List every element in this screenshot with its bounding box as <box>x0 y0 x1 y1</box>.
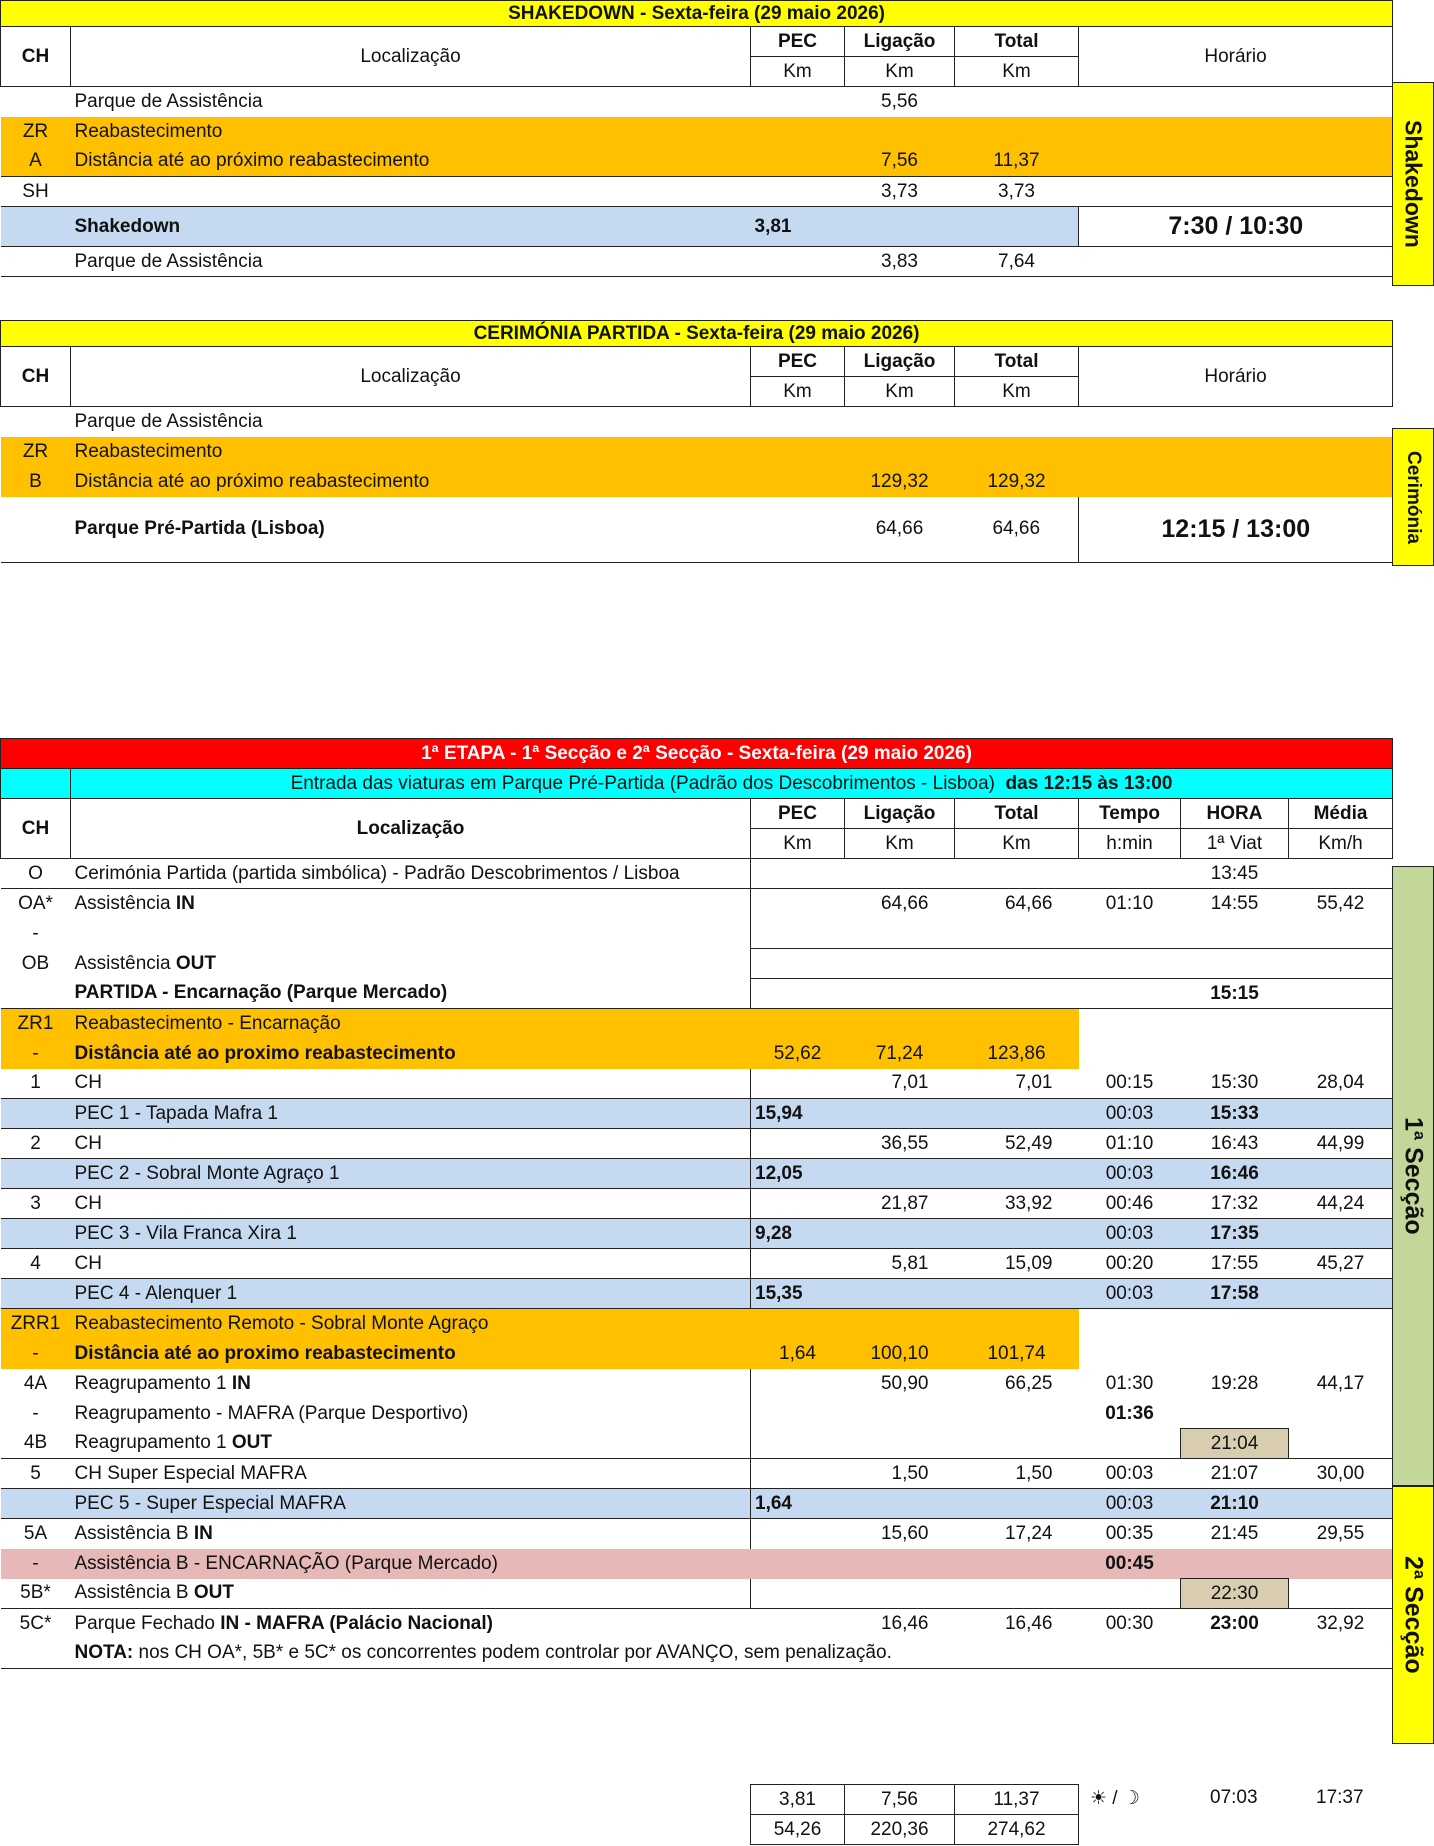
table-row: PEC 1 - Tapada Mafra 1 15,94 00:03 15:33 <box>1 1099 1393 1129</box>
table-row: Parque Pré-Partida (Lisboa) 64,66 64,66 12:15 / 13:00 <box>1 497 1393 563</box>
table-row: PARTIDA - Encarnação (Parque Mercado) 15:15 <box>1 979 1393 1009</box>
col-ch: CH <box>1 347 71 407</box>
shakedown-side-label: Shakedown <box>1392 82 1434 286</box>
unit-km: Km <box>751 829 845 859</box>
sunrise-time: 07:03 <box>1210 1787 1258 1808</box>
etapa-title: 1ª ETAPA - 1ª Secção e 2ª Secção - Sexta-feira (29 maio 2026) <box>1 739 1393 769</box>
table-row: B Distância até ao próximo reabastecimento 129,32 129,32 <box>1 467 1393 497</box>
table-row: - <box>1 919 1393 949</box>
shakedown-table <box>0 0 1393 277</box>
table-row: 5B* Assistência B OUT 22:30 <box>1 1579 1393 1609</box>
shakedown-horario: 7:30 / 10:30 <box>1079 207 1393 247</box>
table-row: Parque de Assistência 3,83 7,64 <box>1 247 1393 277</box>
col-horario: Horário <box>1079 27 1393 87</box>
table-row: 4 CH 5,81 15,09 00:20 17:55 45,27 <box>1 1249 1393 1279</box>
table-row: A Distância até ao próximo reabastecimento 7,56 11,37 <box>1 147 1393 177</box>
sun-moon-icon: ☀ / ☽ <box>1090 1788 1140 1809</box>
table-row: Parque de Assistência <box>74 410 263 432</box>
shakedown-title: SHAKEDOWN - Sexta-feira (29 maio 2026) <box>1 1 1393 27</box>
col-horario: Horário <box>1079 347 1393 407</box>
col-tot: Total <box>955 347 1079 377</box>
col-pec: PEC <box>751 27 845 57</box>
seccao2-side-label: 2ª Secção <box>1392 1486 1434 1744</box>
summary-pec: 3,81 <box>751 1785 845 1815</box>
unit-viat: 1ª Viat <box>1181 829 1289 859</box>
table-row: SH 3,73 3,73 <box>1 177 1393 207</box>
summary-tot: 11,37 <box>955 1785 1079 1815</box>
table-row: ZRR1 Reabastecimento Remoto - Sobral Monte Agraço <box>1 1309 1393 1339</box>
seccao1-side-label: 1ª Secção <box>1392 866 1434 1486</box>
summary-lig-total: 220,36 <box>845 1815 955 1845</box>
entrada-banner: Entrada das viaturas em Parque Pré-Partida (Padrão dos Descobrimentos - Lisboa) das 12:15 às 13:00 <box>71 769 1393 799</box>
table-row: ZR Reabastecimento <box>1 117 1393 147</box>
unit-km: Km <box>955 829 1079 859</box>
unit-km: Km <box>751 57 845 87</box>
unit-km: Km <box>845 829 955 859</box>
summary-lig: 7,56 <box>845 1785 955 1815</box>
table-row: 3 CH 21,87 33,92 00:46 17:32 44,24 <box>1 1189 1393 1219</box>
col-loc: Localização <box>71 799 751 859</box>
table-row: 4A Reagrupamento 1 IN 50,90 66,25 01:30 19:28 44,17 <box>1 1369 1393 1399</box>
col-media: Média <box>1289 799 1393 829</box>
table-row: PEC 4 - Alenquer 1 15,35 00:03 17:58 <box>1 1279 1393 1309</box>
unit-km: Km <box>751 377 845 407</box>
col-hora: HORA <box>1181 799 1289 829</box>
col-tempo: Tempo <box>1079 799 1181 829</box>
table-row: - Distância até ao proximo reabastecimento 1,64 100,10 101,74 <box>1 1339 1393 1369</box>
summary-pec-total: 54,26 <box>751 1815 845 1845</box>
table-row: ZR Reabastecimento <box>1 437 1393 467</box>
cerimonia-title: CERIMÓNIA PARTIDA - Sexta-feira (29 maio 2026) <box>1 321 1393 347</box>
summary-table <box>750 1784 1079 1845</box>
table-row: 5A Assistência B IN 15,60 17,24 00:35 21:45 29,55 <box>1 1519 1393 1549</box>
table-row: Shakedown 3,81 7:30 / 10:30 <box>1 207 1393 247</box>
unit-kmh: Km/h <box>1289 829 1393 859</box>
table-row: - Distância até ao proximo reabastecimento 52,62 71,24 123,86 <box>1 1039 1393 1069</box>
table-row: PEC 2 - Sobral Monte Agraço 1 12,05 00:03 16:46 <box>1 1159 1393 1189</box>
table-row: ZR1 Reabastecimento - Encarnação <box>1 1009 1393 1039</box>
col-lig: Ligação <box>845 347 955 377</box>
col-pec: PEC <box>751 347 845 377</box>
table-row: 2 CH 36,55 52,49 01:10 16:43 44,99 <box>1 1129 1393 1159</box>
etapa-table <box>0 738 1393 1669</box>
unit-km: Km <box>955 57 1079 87</box>
col-tot: Total <box>955 27 1079 57</box>
col-pec: PEC <box>751 799 845 829</box>
col-lig: Ligação <box>845 799 955 829</box>
col-tot: Total <box>955 799 1079 829</box>
unit-km: Km <box>845 377 955 407</box>
cerimonia-side-label: Cerimónia <box>1392 428 1434 566</box>
cerimonia-horario: 12:15 / 13:00 <box>1079 497 1393 563</box>
note-row: NOTA: nos CH OA*, 5B* e 5C* os concorrentes podem controlar por AVANÇO, sem penalização. <box>1 1639 1393 1669</box>
table-row: PEC 5 - Super Especial MAFRA 1,64 00:03 21:10 <box>1 1489 1393 1519</box>
summary-tot-total: 274,62 <box>955 1815 1079 1845</box>
table-row: PEC 3 - Vila Franca Xira 1 9,28 00:03 17:35 <box>1 1219 1393 1249</box>
table-row: 1 CH 7,01 7,01 00:15 15:30 28,04 <box>1 1069 1393 1099</box>
table-row: - Reagrupamento - MAFRA (Parque Desportivo) 01:36 <box>1 1399 1393 1429</box>
col-ch: CH <box>1 799 71 859</box>
table-row: OB Assistência OUT <box>1 949 1393 979</box>
table-row: - Assistência B - ENCARNAÇÃO (Parque Mercado) 00:45 <box>1 1549 1393 1579</box>
sunset-time: 17:37 <box>1316 1787 1364 1808</box>
table-row: 5 CH Super Especial MAFRA 1,50 1,50 00:03 21:07 30,00 <box>1 1459 1393 1489</box>
unit-km: Km <box>955 377 1079 407</box>
unit-km: Km <box>845 57 955 87</box>
table-row: 4B Reagrupamento 1 OUT 21:04 <box>1 1429 1393 1459</box>
col-ch: CH <box>1 27 71 87</box>
col-loc: Localização <box>71 347 751 407</box>
table-row: OA* Assistência IN 64,66 64,66 01:10 14:55 55,42 <box>1 889 1393 919</box>
table-row: 5C* Parque Fechado IN - MAFRA (Palácio Nacional) 16,46 16,46 00:30 23:00 32,92 <box>1 1609 1393 1639</box>
table-row: O Cerimónia Partida (partida simbólica) - Padrão Descobrimentos / Lisboa 13:45 <box>1 859 1393 889</box>
col-loc: Localização <box>71 27 751 87</box>
col-lig: Ligação <box>845 27 955 57</box>
unit-hmin: h:min <box>1079 829 1181 859</box>
cerimonia-table <box>0 320 1393 563</box>
table-row: Parque de Assistência 5,56 <box>74 90 918 112</box>
